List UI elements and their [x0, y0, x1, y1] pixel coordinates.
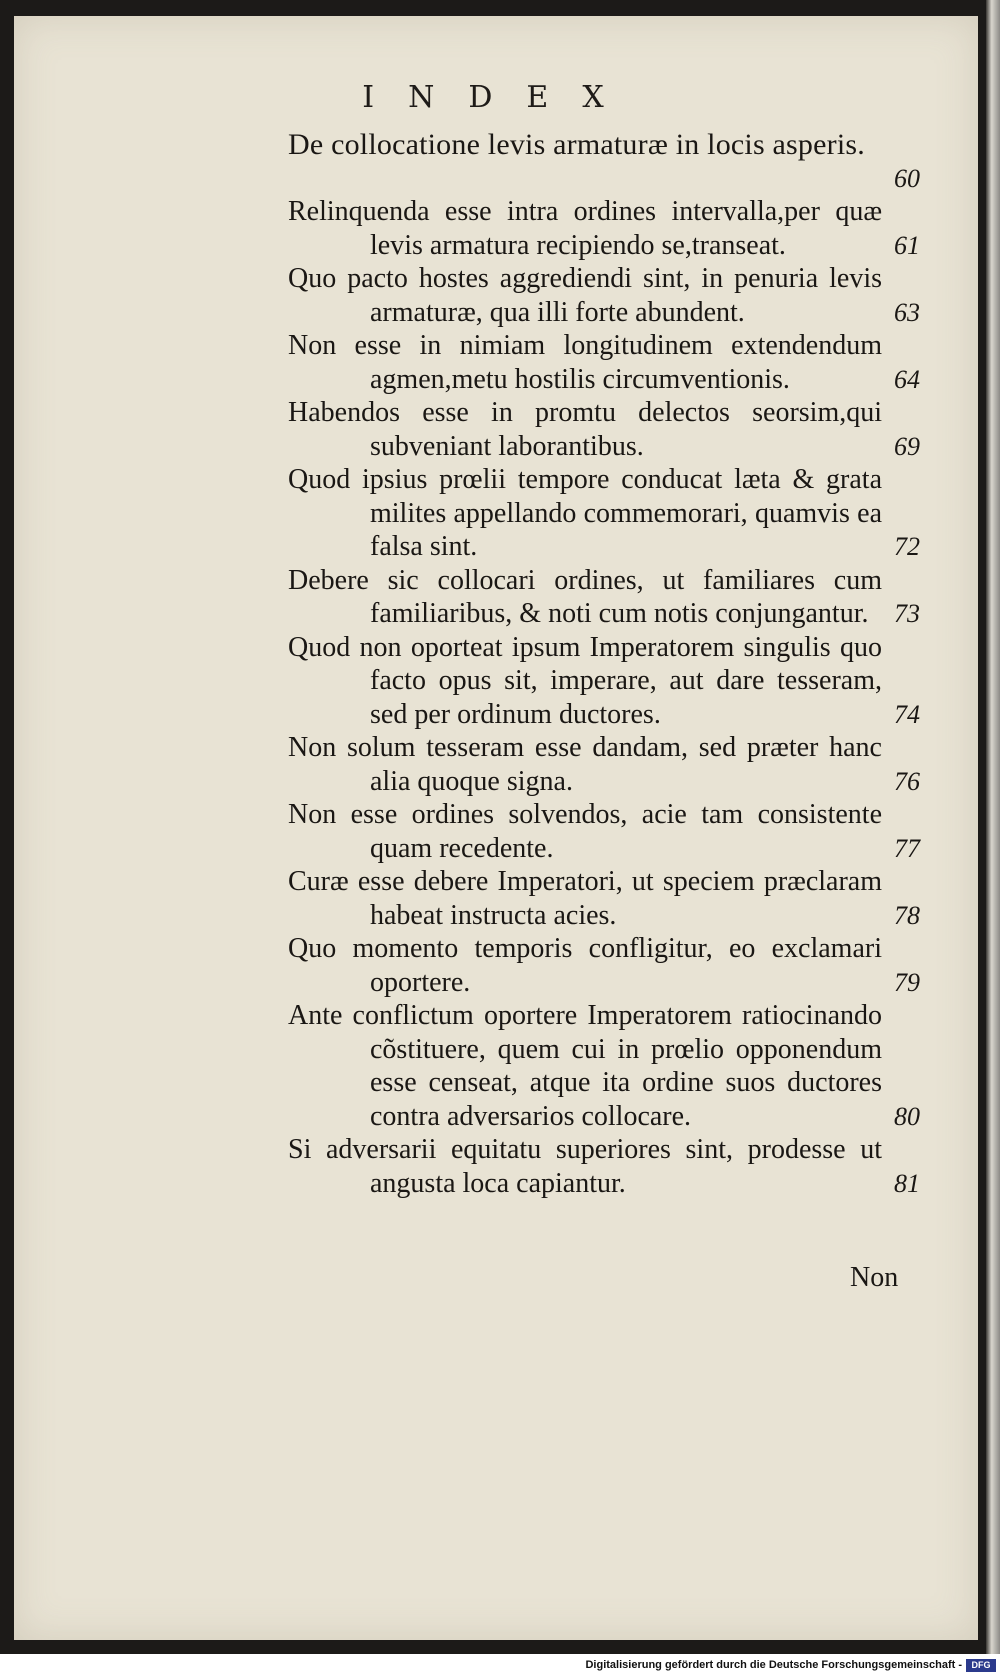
entry-text: Si adversarii equitatu superiores sint, prodesse ut angusta loca capiantur. [288, 1134, 882, 1199]
entry-page-number: 60 [894, 163, 920, 193]
index-entry [288, 932, 920, 999]
entry-text: Curæ esse debere Imperatori, ut speciem præclaram habeat instructa acies. [288, 866, 882, 931]
entry-text: Quod non oporteat ipsum Imperatorem singulis quo facto opus sit, imperare, aut dare tesseram, sed per ordinum ductores. [288, 631, 882, 730]
index-entry [288, 999, 920, 1133]
entry-text: Ante conflictum oportere Imperatorem ratiocinando cõstituere, quem cui in prœlio opponendum esse censeat, atque ita ordine suos ductores contra adversarios collocare. [288, 1000, 882, 1132]
entry-text: Habendos esse in promtu delectos seorsim,qui subveniant laborantibus. [288, 397, 882, 462]
index-entry [288, 865, 920, 932]
index-entry [288, 1133, 920, 1200]
entry-text: Quo momento temporis confligitur, eo exclamari oportere. [288, 933, 882, 998]
index-entry [288, 195, 920, 262]
entry-page-number: 76 [894, 766, 920, 796]
index-entry [288, 463, 920, 564]
index-entry [288, 396, 920, 463]
entry-page-number: 72 [894, 532, 920, 561]
entry-page-number: 64 [894, 364, 920, 394]
index-entries [288, 128, 920, 1200]
running-header: INDEX [362, 80, 638, 115]
catchword: Non [850, 1262, 899, 1293]
index-entry [288, 731, 920, 798]
index-entry [288, 128, 920, 195]
entry-text: Non esse ordines solvendos, acie tam consistente quam recedente. [288, 799, 882, 864]
entry-text: De collocatione levis armaturæ in locis asperis. [288, 128, 865, 161]
dfg-logo: DFG [966, 1659, 996, 1672]
entry-page-number: 61 [894, 230, 920, 260]
entry-page-number: 78 [894, 900, 920, 930]
entry-text: Non solum tesseram esse dandam, sed præter hanc alia quoque signa. [288, 732, 882, 797]
page-edge [986, 0, 1000, 1654]
entry-page-number: 74 [894, 699, 920, 729]
entry-text: Quo pacto hostes aggrediendi sint, in penuria levis armaturæ, qua illi forte abundent. [288, 263, 882, 328]
entry-page-number: 81 [894, 1168, 920, 1198]
entry-page-number: 80 [894, 1101, 920, 1131]
entry-text: Relinquenda esse intra ordines intervalla,per quæ levis armatura recipiendo se,transeat. [288, 196, 882, 261]
entry-text: Debere sic collocari ordines, ut familiares cum familiaribus, & noti cum notis conjungantur. [288, 564, 882, 629]
index-entry [288, 329, 920, 396]
footer-credit: Digitalisierung gefördert durch die Deutsche Forschungsgemeinschaft - [585, 1659, 962, 1671]
entry-page-number: 63 [894, 297, 920, 327]
index-entry [288, 631, 920, 732]
index-entry [288, 564, 920, 631]
index-entry [288, 262, 920, 329]
entry-text: Non esse in nimiam longitudinem extendendum agmen,metu hostilis circumventionis. [288, 330, 882, 395]
entry-text: Quod ipsius prœlii tempore conducat læta & grata milites appellando commemorari, quamvis ea falsa sint. [288, 464, 882, 562]
footer-bar [0, 1656, 1000, 1676]
index-entry [288, 798, 920, 865]
entry-page-number: 79 [894, 967, 920, 997]
entry-page-number: 77 [894, 833, 920, 863]
entry-page-number: 69 [894, 431, 920, 461]
entry-page-number: 73 [894, 599, 920, 628]
